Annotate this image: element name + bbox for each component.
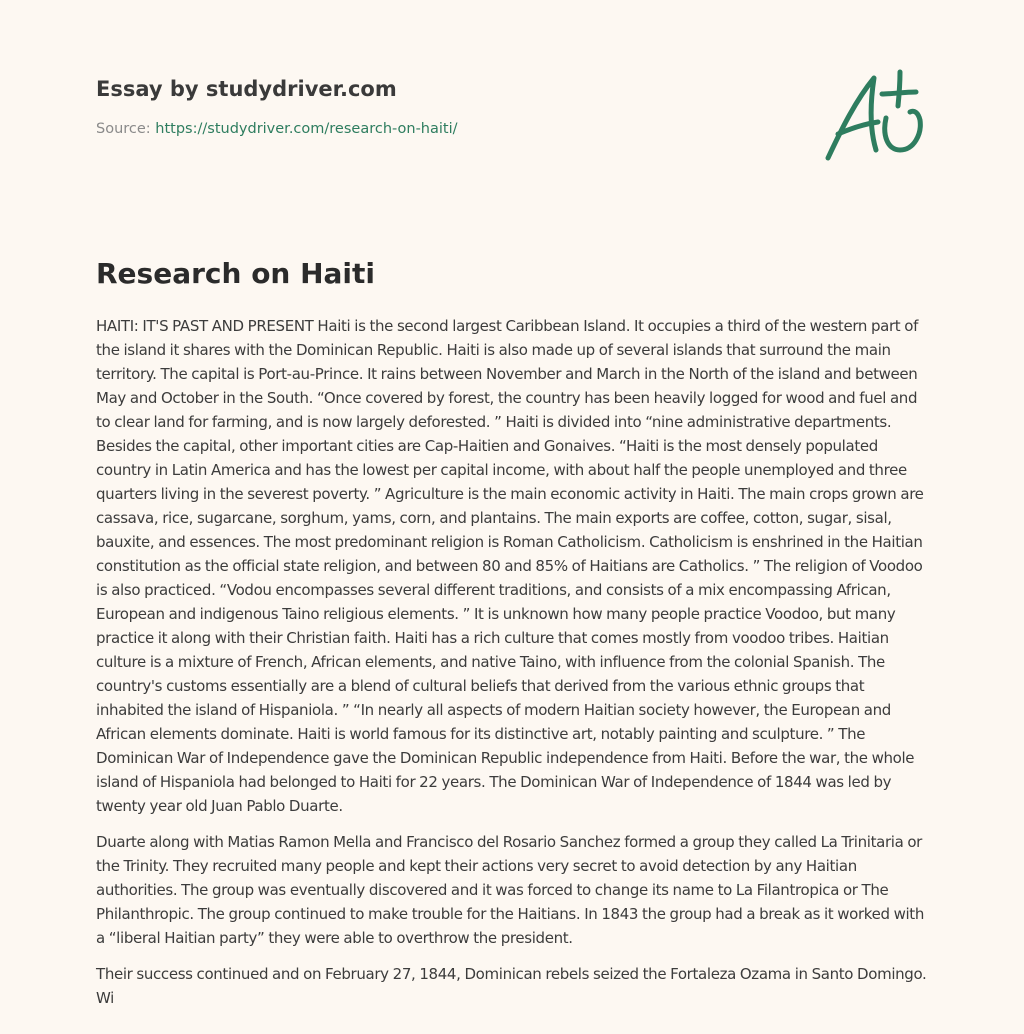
essay-content bbox=[96, 314, 928, 1022]
source-link[interactable]: https://studydriver.com/research-on-haiti/ bbox=[155, 121, 458, 137]
essay-header bbox=[96, 72, 796, 139]
paragraph: Their success continued and on February 27, 1844, Dominican rebels seized the Fortaleza Ozama in Santo Domingo. Wi bbox=[96, 965, 927, 1007]
document-title: Research on Haiti bbox=[96, 257, 376, 290]
source-line bbox=[96, 119, 796, 139]
paragraph: HAITI: IT'S PAST AND PRESENT Haiti is the second largest Caribbean Island. It occupies a third of the western part of the island it shares with the Dominican Republic. Haiti is also made up of several islands that surround the main territory. The capital is Port-au-Prince. It rains between November and March in the North of the island and between May and October in the South. “Once covered by forest, the country has been heavily logged for wood and fuel and to clear land for farming, and is now largely deforested. ” Haiti is divided into “nine administrative departments. Besides the capital, other important cities are Cap-Haitien and Gonaives. “Haiti is the most densely populated country in Latin America and has the lowest per capital income, with about half the people unemployed and three quarters living in the severest poverty. ” Agriculture is the main economic activity in Haiti. The main crops grown are cassava, rice, sugarcane, sorghum, yams, corn, and plantains. The main exports are coffee, cotton, sugar, sisal, bauxite, and essences. The most predominant religion is Roman Catholicism. Catholicism is enshrined in the Haitian constitution as the official state religion, and between 80 and 85% of Haitians are Catholics. ” The religion of Voodoo is also practiced. “Vodou encompasses several different traditions, and consists of a mix encompassing African, European and indigenous Taino religious elements. ” It is unknown how many people practice Voodoo, but many practice it along with their Christian faith. Haiti has a rich culture that comes mostly from voodoo tribes. Haitian culture is a mixture of French, African elements, and native Taino, with influence from the colonial Spanish. The country's customs essentially are a blend of cultural beliefs that derived from the various ethnic groups that inhabited the island of Hispaniola. ” “In nearly all aspects of modern Haitian society however, the European and African elements dominate. Haiti is world famous for its distinctive art, notably painting and sculpture. ” The Dominican War of Independence gave the Dominican Republic independence from Haiti. Before the war, the whole island of Hispaniola had belonged to Haiti for 22 years. The Dominican War of Independence of 1844 was led by twenty year old Juan Pablo Duarte. bbox=[96, 317, 924, 815]
paragraph: Duarte along with Matias Ramon Mella and Francisco del Rosario Sanchez formed a group they called La Trinitaria or the Trinity. They recruited many people and kept their actions very secret to avoid detection by any Haitian authorities. The group was eventually discovered and it was forced to change its name to La Filantropica or The Philanthropic. The group continued to make trouble for the Haitians. In 1843 the group had a break as it worked with a “liberal Haitian party” they were able to overthrow the president. bbox=[96, 833, 924, 947]
site-title: Essay by studydriver.com bbox=[96, 77, 397, 101]
source-label: Source: bbox=[96, 121, 156, 137]
a-plus-logo-icon bbox=[818, 64, 930, 168]
